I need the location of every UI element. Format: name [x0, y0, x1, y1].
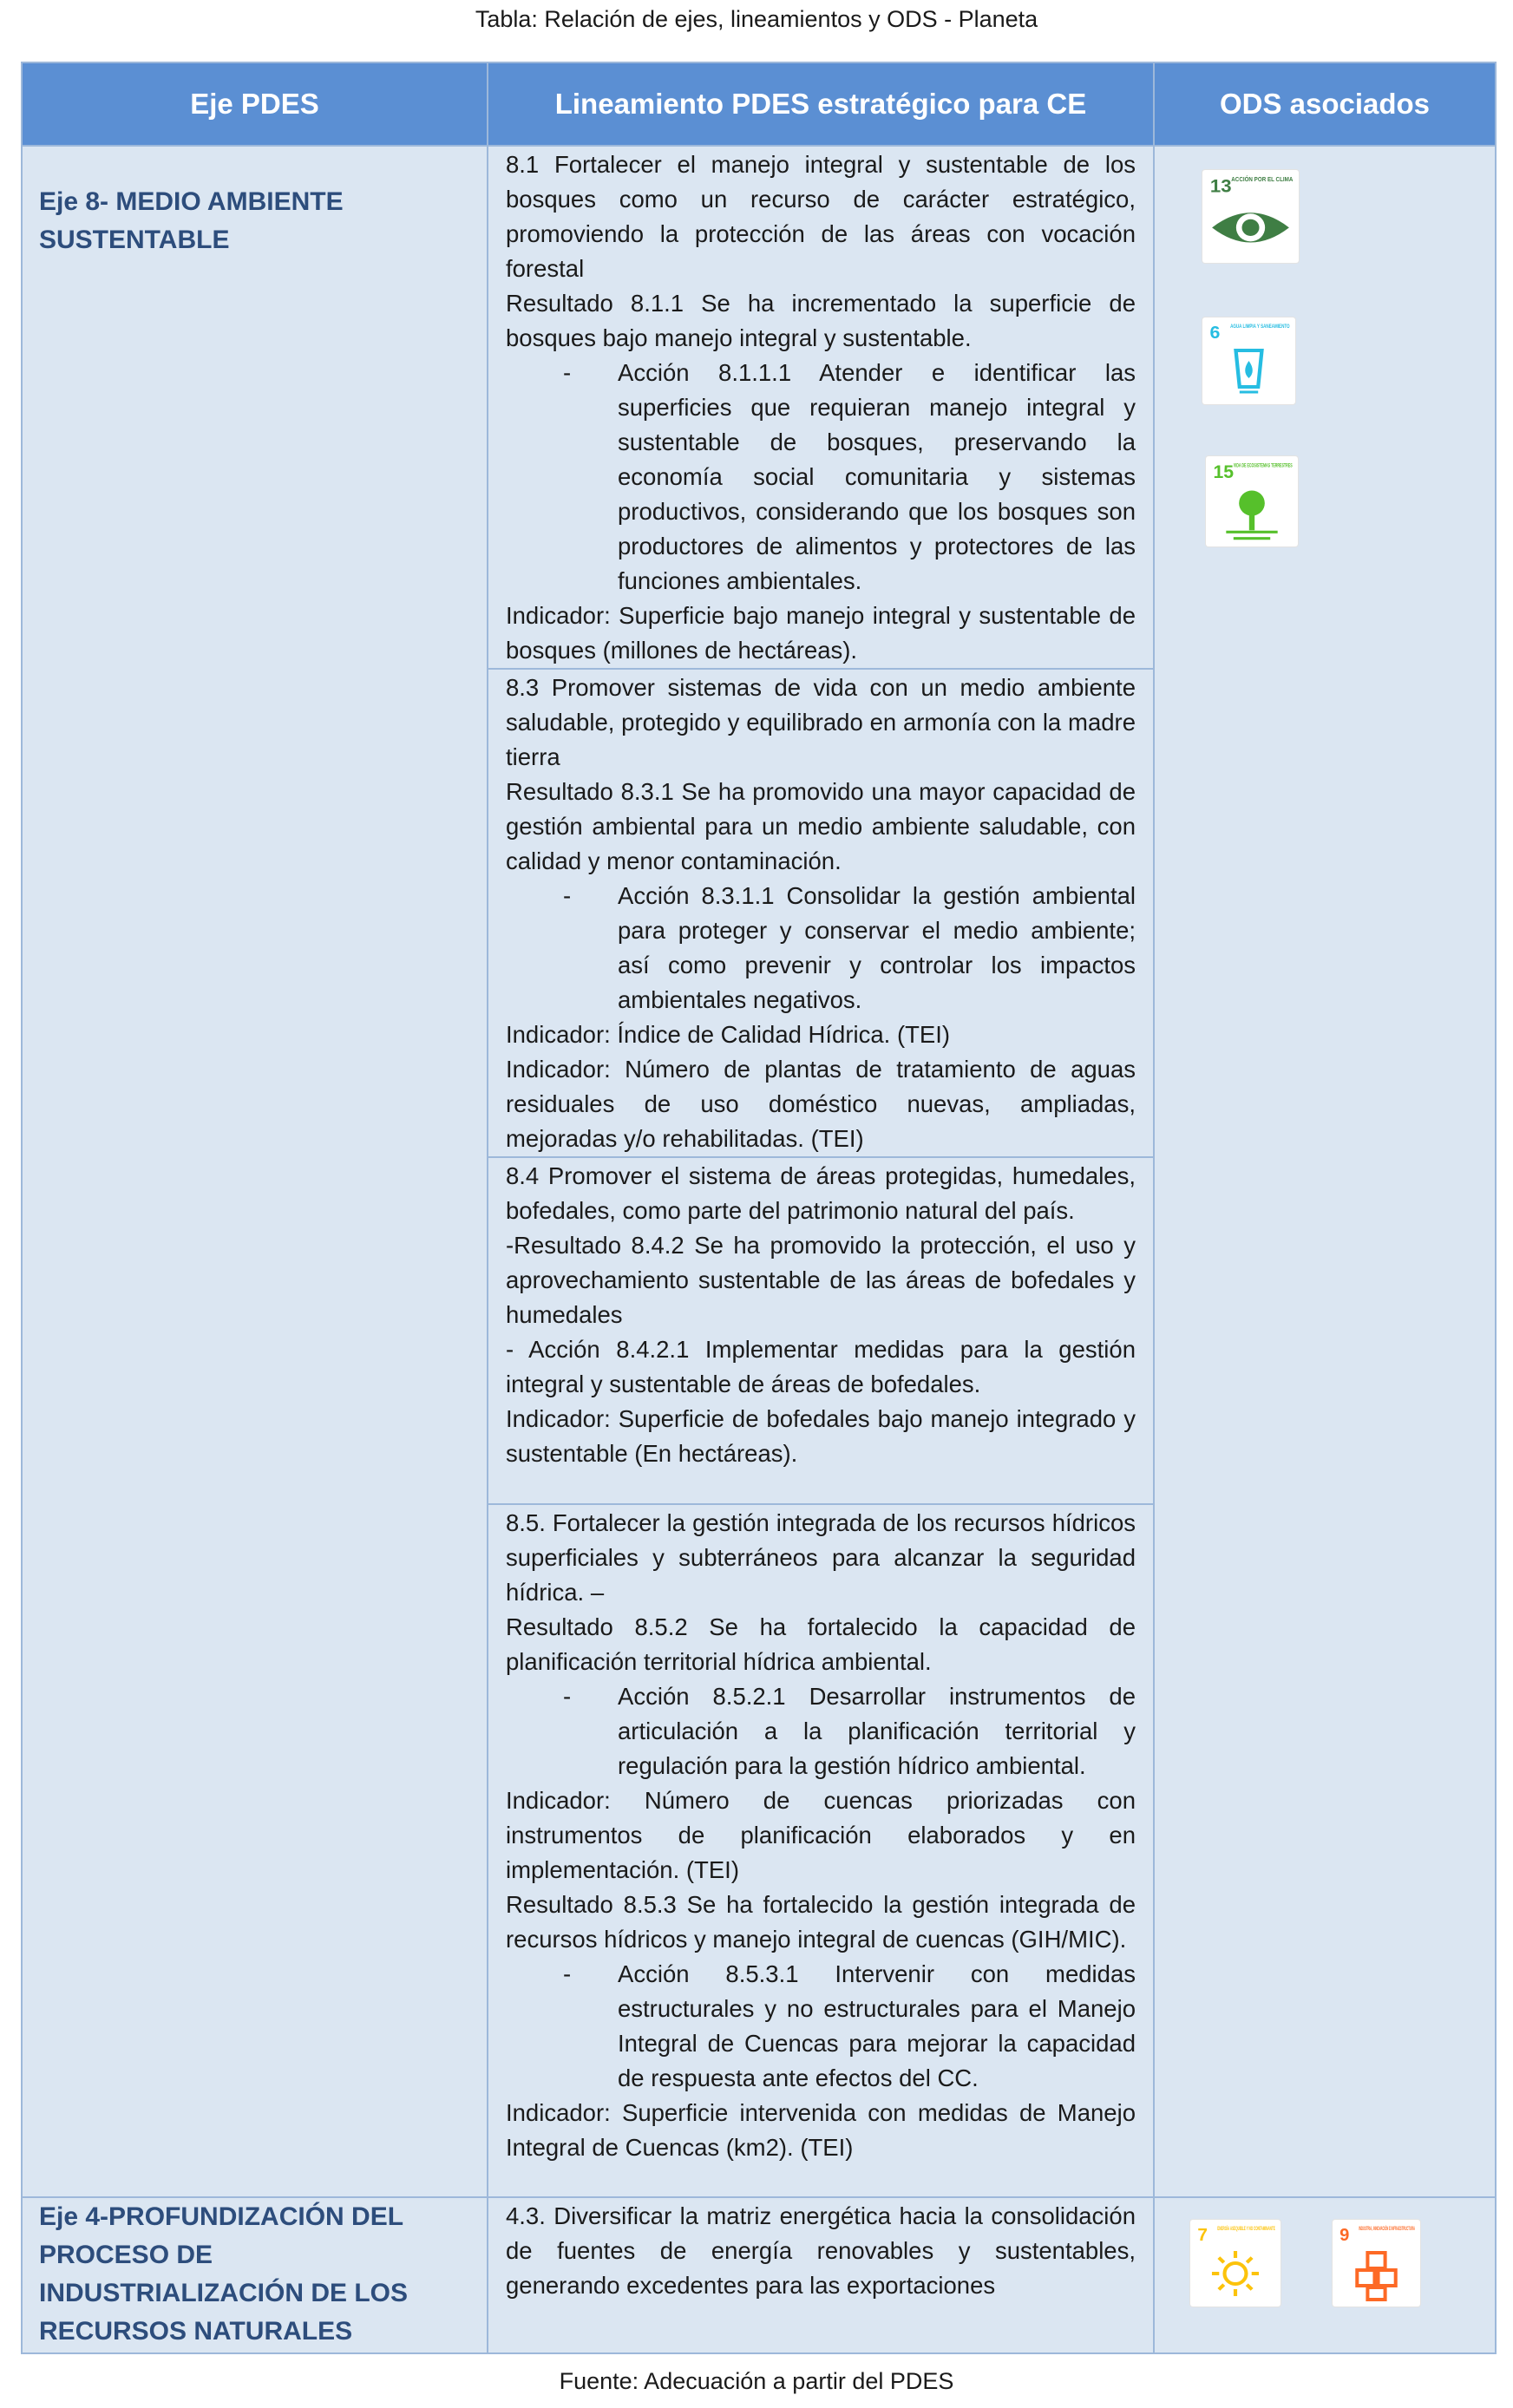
- lineamiento-line: Indicador: Superficie de bofedales bajo manejo integrado y sustentable (En hectáreas).: [506, 1405, 1136, 1467]
- ods-icon-row: [1156, 2199, 1494, 2303]
- accion-text: Acción 8.1.1.1 Atender e identificar las superficies que requieran manejo integral y sustentable de bosques, preservando la economía social comunitaria y sistemas productivos, considerando que los bosques son productores de alimentos y protectores de las funciones ambientales.: [618, 359, 1136, 594]
- lineamiento-block: [506, 1159, 1136, 1471]
- eje-cell-8: [22, 146, 488, 2197]
- ods-label: ACCIÓN POR EL CLIMA: [1231, 175, 1294, 183]
- ods-15-icon: [1206, 456, 1298, 546]
- lineamiento-line: Resultado 8.5.2 Se ha fortalecido la capacidad de planificación territorial hídrica ambiental.: [506, 1613, 1136, 1675]
- accion-bullet: [506, 1679, 1136, 1783]
- ods-label: INDUSTRIA, INNOVACIÓN E INFRAESTRUCTURA: [1359, 2226, 1493, 2232]
- lineamiento-block: [506, 2199, 1136, 2303]
- table-row: [22, 146, 1496, 669]
- table-caption: Tabla: Relación de ejes, lineamientos y ODS - Planeta: [475, 6, 1038, 32]
- ods-13-icon: [1202, 170, 1299, 263]
- lineamiento-line: 8.4 Promover el sistema de áreas protegidas, humedales, bofedales, como parte del patrimonio natural del país.: [506, 1162, 1136, 1224]
- ods-cell-eje-4: [1154, 2197, 1496, 2353]
- ods-label: AGUA LIMPIA Y SANEAMIENTO: [1230, 324, 1290, 330]
- bullet-dash: -: [563, 882, 572, 909]
- accion-bullet: [506, 1957, 1136, 2096]
- ods-cell-eje-8: [1154, 146, 1496, 2197]
- sun-icon: [1190, 2220, 1345, 2307]
- lineamiento-line: - Acción 8.4.2.1 Implementar medidas para la gestión integral y sustentable de áreas de bofedales.: [506, 1336, 1136, 1397]
- tree-icon: [1206, 456, 1298, 546]
- eye-globe-icon: [1202, 170, 1299, 263]
- source-caption: Fuente: Adecuación a partir del PDES: [559, 2368, 954, 2394]
- accion-text: Acción 8.5.3.1 Intervenir con medidas estructurales y no estructurales para el Manejo Integral de Cuencas para mejorar la capacidad de respuesta ante efectos del CC.: [618, 1960, 1136, 2091]
- lineamiento-line: 8.5. Fortalecer la gestión integrada de los recursos hídricos superficiales y subterráneos para alcanzar la seguridad hídrica. –: [506, 1509, 1136, 1606]
- ods-label: VIDA DE ECOSISTEMAS TERRESTRES: [1233, 462, 1293, 469]
- bullet-dash: -: [563, 359, 572, 386]
- ejes-ods-table: [21, 62, 1497, 2354]
- ods-number: 15: [1213, 462, 1235, 482]
- lineamiento-line: 8.3 Promover sistemas de vida con un medio ambiente saludable, protegido y equilibrado en armonía con la madre tierra: [506, 674, 1136, 770]
- lineamiento-line: Indicador: Número de cuencas priorizadas con instrumentos de planificación elaborados y en implementación. (TEI): [506, 1787, 1136, 1883]
- accion-bullet: [506, 879, 1136, 1018]
- bullet-dash: -: [563, 1960, 572, 1987]
- ods-6-icon: [1202, 317, 1295, 404]
- ods-number: 7: [1197, 2226, 1208, 2245]
- lineamiento-cell-8-1: [488, 146, 1154, 669]
- ods-icon-stack: [1156, 147, 1494, 633]
- header-lineamiento: Lineamiento PDES estratégico para CE: [488, 62, 1154, 146]
- lineamiento-block: [506, 671, 1136, 1156]
- lineamiento-line: -Resultado 8.4.2 Se ha promovido la protección, el uso y aprovechamiento sustentable de las áreas de bofedales y humedales: [506, 1232, 1136, 1328]
- lineamiento-line: Indicador: Superficie bajo manejo integral y sustentable de bosques (millones de hectáreas).: [506, 602, 1136, 664]
- lineamiento-line: Indicador: Superficie intervenida con medidas de Manejo Integral de Cuencas (km2). (TEI): [506, 2099, 1136, 2161]
- ods-number: 13: [1209, 175, 1232, 197]
- lineamiento-block: [506, 147, 1136, 668]
- accion-text: Acción 8.3.1.1 Consolidar la gestión ambiental para proteger y conservar el medio ambiente; así como prevenir y controlar los impactos ambientales negativos.: [618, 882, 1136, 1013]
- lineamiento-block: [506, 1506, 1136, 2165]
- table-row: [22, 2197, 1496, 2353]
- cubes-icon: [1333, 2220, 1493, 2307]
- lineamiento-line: Indicador: Número de plantas de tratamiento de aguas residuales de uso doméstico nuevas, ampliadas, mejoradas y/o rehabilitadas. (TEI): [506, 1056, 1136, 1152]
- header-eje: Eje PDES: [22, 62, 488, 146]
- lineamiento-cell-8-4: [488, 1157, 1154, 1504]
- lineamiento-line: Resultado 8.1.1 Se ha incrementado la superficie de bosques bajo manejo integral y sustentable.: [506, 290, 1136, 351]
- lineamiento-cell-8-5: [488, 1504, 1154, 2197]
- accion-bullet: [506, 356, 1136, 599]
- eje-label: Eje 8- MEDIO AMBIENTE SUSTENTABLE: [39, 187, 344, 254]
- ods-9-icon: [1333, 2220, 1493, 2307]
- accion-text: Acción 8.5.2.1 Desarrollar instrumentos de articulación a la planificación territorial y regulación para la gestión hídrico ambiental.: [618, 1683, 1136, 1779]
- lineamiento-cell-8-3: [488, 669, 1154, 1157]
- header-row: [22, 62, 1496, 146]
- ods-number: 6: [1209, 323, 1221, 343]
- lineamiento-line: 8.1 Fortalecer el manejo integral y sustentable de los bosques como un recurso de carácter estratégico, promoviendo la protección de las áreas con vocación forestal: [506, 151, 1136, 282]
- eje-label: Eje 4-PROFUNDIZACIÓN DEL PROCESO DE INDUSTRIALIZACIÓN DE LOS RECURSOS NATURALES: [39, 2202, 408, 2346]
- ods-label: ENERGÍA ASEQUIBLE Y NO CONTAMINANTE: [1217, 2226, 1345, 2232]
- header-ods: ODS asociados: [1154, 62, 1496, 146]
- lineamiento-line: Resultado 8.3.1 Se ha promovido una mayor capacidad de gestión ambiental para un medio ambiente saludable, con calidad y menor contaminación.: [506, 778, 1136, 874]
- bullet-dash: -: [563, 1683, 572, 1710]
- water-drop-icon: [1202, 317, 1295, 404]
- ods-7-icon: [1190, 2220, 1345, 2307]
- eje-cell-4: [22, 2197, 488, 2353]
- lineamiento-line: Indicador: Índice de Calidad Hídrica. (TEI): [506, 1021, 951, 1048]
- lineamiento-line: Resultado 8.5.3 Se ha fortalecido la gestión integrada de recursos hídricos y manejo integral de cuencas (GIH/MIC).: [506, 1891, 1136, 1953]
- lineamiento-cell-4-3: [488, 2197, 1154, 2353]
- lineamiento-line: 4.3. Diversificar la matriz energética hacia la consolidación de fuentes de energía renovables y sustentables, generando excedentes para las exportaciones: [506, 2202, 1136, 2299]
- ods-number: 9: [1339, 2226, 1350, 2245]
